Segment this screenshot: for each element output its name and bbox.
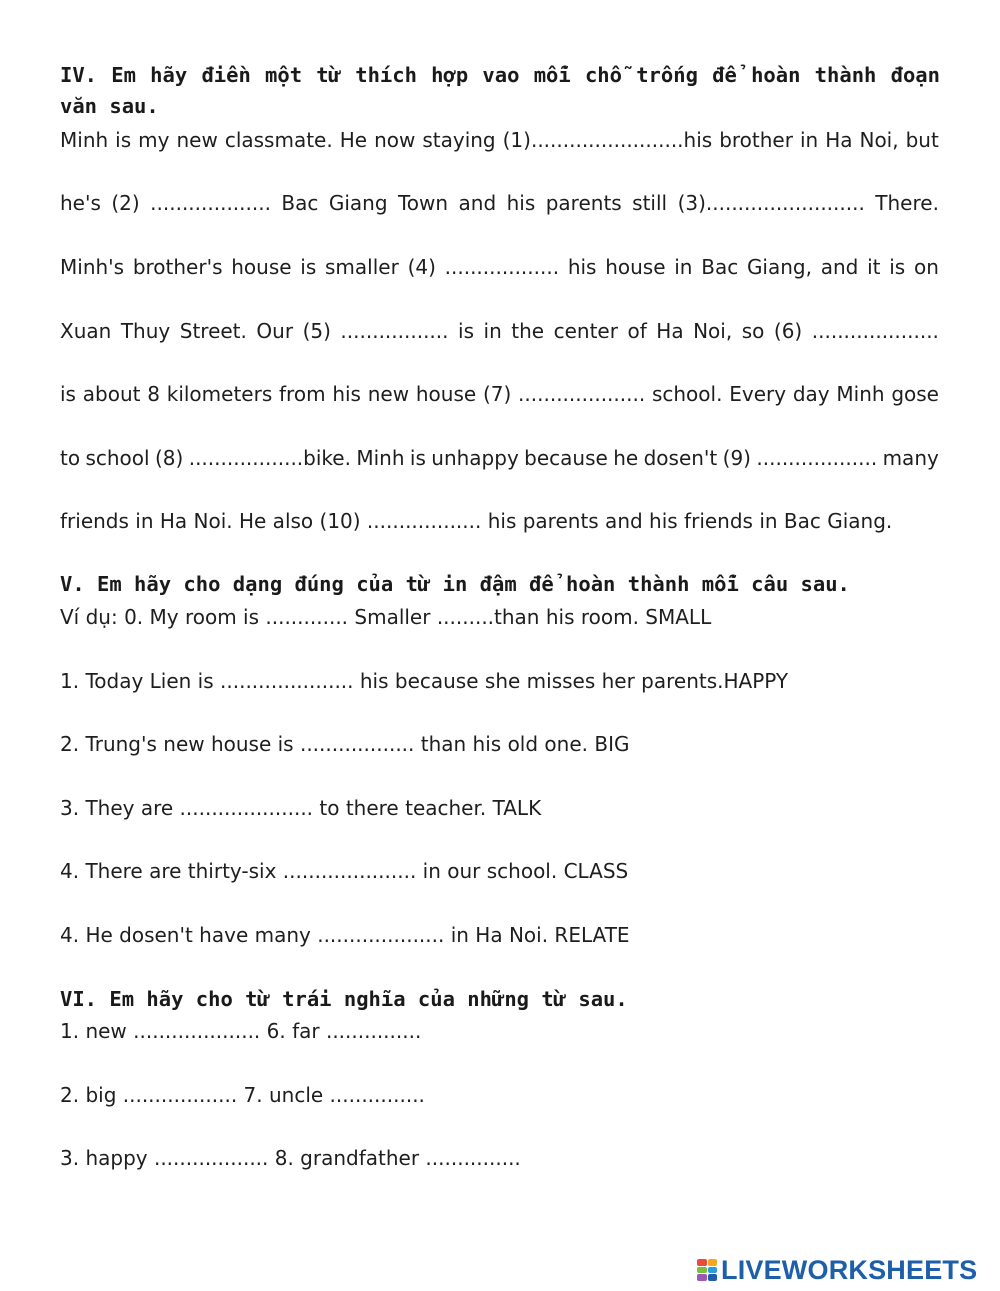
logo-mark-icon <box>697 1259 717 1281</box>
logo-text: LIVEWORKSHEETS <box>721 1254 978 1285</box>
section-iv-title: IV. Em hãy điền một từ thích hợp vao mỗi chỗ trống để hoàn thành đoạn văn sau. <box>60 63 940 118</box>
liveworksheets-logo <box>697 1256 977 1284</box>
exercise-item: 3. They are ..................... to there teacher. TALK <box>60 796 542 820</box>
section-vi-title: VI. Em hãy cho từ trái nghĩa của những từ sau. <box>60 987 628 1011</box>
exercise-item: 3. happy .................. 8. grandfather ............... <box>60 1146 521 1170</box>
paragraph-line: Minh's brother's house is smaller (4) .................. his house in Bac Giang, and it is on <box>60 255 939 279</box>
paragraph-line: Xuan Thuy Street. Our (5) ................. is in the center of Ha Noi, so (6) .................... <box>60 319 939 343</box>
paragraph-line: Minh is my new classmate. He now staying (1)........................his brother in Ha Noi, but <box>60 128 939 152</box>
exercise-item: 1. Today Lien is ..................... his because she misses her parents.HAPPY <box>60 669 789 693</box>
exercise-item: 2. Trung's new house is .................. than his old one. BIG <box>60 732 630 756</box>
section-v-title: V. Em hãy cho dạng đúng của từ in đậm để hoàn thành mỗi câu sau. <box>60 572 850 596</box>
paragraph-line: is about 8 kilometers from his new house (7) .................... school. Every day Minh gose <box>60 382 939 406</box>
example-line: Ví dụ: 0. My room is ............. Smaller .........than his room. SMALL <box>60 605 712 629</box>
paragraph-line: he's (2) ................... Bac Giang Town and his parents still (3)......................... There. <box>60 191 939 215</box>
exercise-item: 4. There are thirty-six ..................... in our school. CLASS <box>60 859 629 883</box>
exercise-item: 2. big .................. 7. uncle ............... <box>60 1083 425 1107</box>
paragraph-line: to school (8) ..................bike. Minh is unhappy because he dosen't (9) ................... many <box>60 446 939 470</box>
paragraph-line: friends in Ha Noi. He also (10) .................. his parents and his friends in Bac Giang. <box>60 509 893 533</box>
exercise-item: 4. He dosen't have many .................... in Ha Noi. RELATE <box>60 923 630 947</box>
exercise-item: 1. new .................... 6. far ............... <box>60 1019 422 1043</box>
